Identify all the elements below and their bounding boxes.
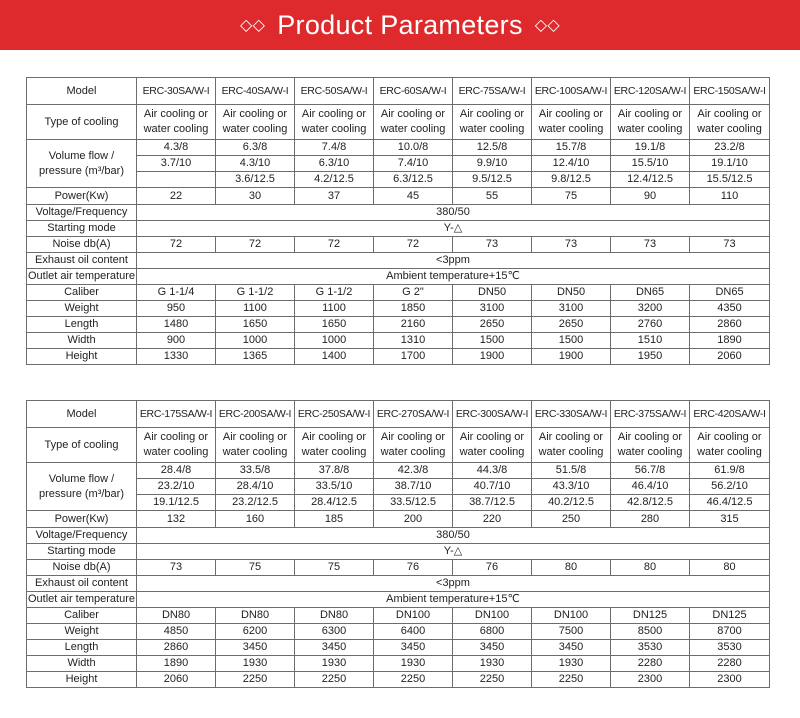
cooling-type-value: Air cooling or water cooling xyxy=(374,428,453,463)
volume-flow-value: 28.4/12.5 xyxy=(295,495,374,511)
weight-value: 950 xyxy=(137,301,216,317)
width-value: 1890 xyxy=(690,333,770,349)
weight-value: 6400 xyxy=(374,624,453,640)
volume-flow-value: 37.8/8 xyxy=(295,463,374,479)
model-name: ERC-50SA/W-I xyxy=(295,78,374,105)
volume-flow-value: 9.8/12.5 xyxy=(532,172,611,188)
volume-flow-value: 15.5/12.5 xyxy=(690,172,770,188)
model-name: ERC-175SA/W-I xyxy=(137,401,216,428)
noise-value: 75 xyxy=(295,560,374,576)
model-name: ERC-330SA/W-I xyxy=(532,401,611,428)
volume-flow-value: 4.3/8 xyxy=(137,140,216,156)
noise-value: 80 xyxy=(611,560,690,576)
cooling-type-value: Air cooling or water cooling xyxy=(690,428,770,463)
volume-flow-row xyxy=(27,479,770,495)
noise-label: Noise db(A) xyxy=(27,560,137,576)
voltage-value: 380/50 xyxy=(137,528,770,544)
starting-mode-label: Starting mode xyxy=(27,544,137,560)
cooling-type-value: Air cooling or water cooling xyxy=(216,105,295,140)
power-value: 75 xyxy=(532,188,611,205)
width-value: 1930 xyxy=(216,656,295,672)
diamond-ornament-icon: ◇◇ xyxy=(534,17,560,34)
width-row xyxy=(27,333,770,349)
cooling-type-value: Air cooling or water cooling xyxy=(611,428,690,463)
outlet-temperature-value: Ambient temperature+15℃ xyxy=(137,269,770,285)
spec-table-2 xyxy=(26,400,770,688)
volume-flow-value: 33.5/8 xyxy=(216,463,295,479)
caliber-value: DN80 xyxy=(295,608,374,624)
caliber-label: Caliber xyxy=(27,285,137,301)
caliber-value: DN100 xyxy=(374,608,453,624)
voltage-label: Voltage/Frequency xyxy=(27,205,137,221)
weight-value: 6800 xyxy=(453,624,532,640)
length-value: 3450 xyxy=(453,640,532,656)
volume-flow-value: 3.6/12.5 xyxy=(216,172,295,188)
cooling-type-value: Air cooling or water cooling xyxy=(690,105,770,140)
volume-flow-value: 9.5/12.5 xyxy=(453,172,532,188)
length-row xyxy=(27,317,770,333)
volume-flow-value: 10.0/8 xyxy=(374,140,453,156)
height-row xyxy=(27,349,770,365)
caliber-value: DN50 xyxy=(532,285,611,301)
volume-flow-value: 56.7/8 xyxy=(611,463,690,479)
model-name: ERC-60SA/W-I xyxy=(374,78,453,105)
outlet-temperature-value: Ambient temperature+15℃ xyxy=(137,592,770,608)
cooling-type-value: Air cooling or water cooling xyxy=(295,105,374,140)
length-label: Length xyxy=(27,640,137,656)
length-value: 1480 xyxy=(137,317,216,333)
volume-flow-row xyxy=(27,156,770,172)
cooling-type-row xyxy=(27,428,770,463)
weight-value: 3200 xyxy=(611,301,690,317)
power-value: 110 xyxy=(690,188,770,205)
caliber-value: G 1-1/2 xyxy=(216,285,295,301)
noise-value: 72 xyxy=(137,237,216,253)
caliber-value: G 1-1/2 xyxy=(295,285,374,301)
power-value: 45 xyxy=(374,188,453,205)
width-value: 1930 xyxy=(453,656,532,672)
cooling-type-value: Air cooling or water cooling xyxy=(453,428,532,463)
caliber-value: DN65 xyxy=(690,285,770,301)
cooling-type-value: Air cooling or water cooling xyxy=(453,105,532,140)
starting-mode-value: Y-△ xyxy=(137,221,770,237)
power-row xyxy=(27,511,770,528)
page-title: Product Parameters xyxy=(277,9,523,40)
volume-flow-value: 19.1/10 xyxy=(690,156,770,172)
model-name: ERC-200SA/W-I xyxy=(216,401,295,428)
power-label: Power(Kw) xyxy=(27,511,137,528)
weight-value: 4350 xyxy=(690,301,770,317)
power-value: 250 xyxy=(532,511,611,528)
length-value: 1650 xyxy=(295,317,374,333)
model-row xyxy=(27,78,770,105)
volume-flow-row xyxy=(27,140,770,156)
volume-flow-value: 42.8/12.5 xyxy=(611,495,690,511)
width-label: Width xyxy=(27,656,137,672)
weight-value: 8500 xyxy=(611,624,690,640)
cooling-type-label: Type of cooling xyxy=(27,105,137,140)
voltage-row xyxy=(27,205,770,221)
length-value: 2860 xyxy=(137,640,216,656)
noise-value: 73 xyxy=(690,237,770,253)
length-value: 1650 xyxy=(216,317,295,333)
width-value: 1000 xyxy=(295,333,374,349)
model-name: ERC-120SA/W-I xyxy=(611,78,690,105)
noise-value: 72 xyxy=(374,237,453,253)
power-value: 22 xyxy=(137,188,216,205)
length-value: 2650 xyxy=(532,317,611,333)
weight-row xyxy=(27,301,770,317)
weight-value: 1100 xyxy=(216,301,295,317)
outlet-temperature-row xyxy=(27,592,770,608)
volume-flow-value: 38.7/10 xyxy=(374,479,453,495)
volume-flow-value: 12.5/8 xyxy=(453,140,532,156)
weight-value: 8700 xyxy=(690,624,770,640)
power-value: 220 xyxy=(453,511,532,528)
power-value: 37 xyxy=(295,188,374,205)
noise-value: 76 xyxy=(374,560,453,576)
width-value: 1500 xyxy=(532,333,611,349)
length-row xyxy=(27,640,770,656)
model-name: ERC-270SA/W-I xyxy=(374,401,453,428)
volume-flow-value: 6.3/12.5 xyxy=(374,172,453,188)
width-value: 1310 xyxy=(374,333,453,349)
weight-value: 1850 xyxy=(374,301,453,317)
outlet-temperature-row xyxy=(27,269,770,285)
noise-value: 73 xyxy=(611,237,690,253)
outlet-temperature-label: Outlet air temperature xyxy=(27,269,137,285)
power-value: 90 xyxy=(611,188,690,205)
caliber-value: DN125 xyxy=(690,608,770,624)
model-row xyxy=(27,401,770,428)
power-value: 315 xyxy=(690,511,770,528)
exhaust-oil-row xyxy=(27,576,770,592)
volume-flow-value: 6.3/10 xyxy=(295,156,374,172)
model-name: ERC-40SA/W-I xyxy=(216,78,295,105)
caliber-value: DN65 xyxy=(611,285,690,301)
cooling-type-label: Type of cooling xyxy=(27,428,137,463)
weight-row xyxy=(27,624,770,640)
volume-flow-value: 28.4/10 xyxy=(216,479,295,495)
volume-flow-value: 40.2/12.5 xyxy=(532,495,611,511)
power-value: 30 xyxy=(216,188,295,205)
voltage-label: Voltage/Frequency xyxy=(27,528,137,544)
noise-row xyxy=(27,560,770,576)
length-value: 2650 xyxy=(453,317,532,333)
width-label: Width xyxy=(27,333,137,349)
weight-value: 1100 xyxy=(295,301,374,317)
length-value: 3530 xyxy=(690,640,770,656)
weight-label: Weight xyxy=(27,301,137,317)
caliber-row xyxy=(27,608,770,624)
noise-value: 80 xyxy=(690,560,770,576)
volume-flow-row xyxy=(27,463,770,479)
height-value: 2250 xyxy=(295,672,374,688)
exhaust-oil-label: Exhaust oil content xyxy=(27,576,137,592)
volume-flow-value: 61.9/8 xyxy=(690,463,770,479)
cooling-type-value: Air cooling or water cooling xyxy=(216,428,295,463)
model-name: ERC-300SA/W-I xyxy=(453,401,532,428)
height-value: 1950 xyxy=(611,349,690,365)
volume-flow-value: 6.3/8 xyxy=(216,140,295,156)
caliber-label: Caliber xyxy=(27,608,137,624)
power-value: 280 xyxy=(611,511,690,528)
caliber-value: DN100 xyxy=(453,608,532,624)
height-value: 2060 xyxy=(137,672,216,688)
title-banner xyxy=(0,0,800,50)
diamond-ornament-icon: ◇◇ xyxy=(240,17,266,34)
cooling-type-value: Air cooling or water cooling xyxy=(532,428,611,463)
cooling-type-value: Air cooling or water cooling xyxy=(295,428,374,463)
starting-mode-row xyxy=(27,221,770,237)
weight-value: 3100 xyxy=(453,301,532,317)
width-value: 1930 xyxy=(532,656,611,672)
exhaust-oil-value: <3ppm xyxy=(137,253,770,269)
power-row xyxy=(27,188,770,205)
length-value: 3450 xyxy=(374,640,453,656)
height-value: 1900 xyxy=(453,349,532,365)
voltage-row xyxy=(27,528,770,544)
volume-flow-value: 23.2/12.5 xyxy=(216,495,295,511)
height-row xyxy=(27,672,770,688)
volume-flow-value: 3.7/10 xyxy=(137,156,216,172)
model-name: ERC-75SA/W-I xyxy=(453,78,532,105)
volume-flow-value: 56.2/10 xyxy=(690,479,770,495)
power-value: 160 xyxy=(216,511,295,528)
volume-flow-value: 42.3/8 xyxy=(374,463,453,479)
volume-flow-value: 23.2/10 xyxy=(137,479,216,495)
power-label: Power(Kw) xyxy=(27,188,137,205)
noise-value: 72 xyxy=(295,237,374,253)
volume-flow-value: 15.5/10 xyxy=(611,156,690,172)
noise-label: Noise db(A) xyxy=(27,237,137,253)
length-value: 3450 xyxy=(295,640,374,656)
volume-flow-label: Volume flow / pressure (m³/bar) xyxy=(27,140,137,188)
noise-value: 80 xyxy=(532,560,611,576)
weight-value: 3100 xyxy=(532,301,611,317)
caliber-value: DN80 xyxy=(216,608,295,624)
noise-row xyxy=(27,237,770,253)
noise-value: 73 xyxy=(137,560,216,576)
length-value: 2160 xyxy=(374,317,453,333)
model-name: ERC-420SA/W-I xyxy=(690,401,770,428)
starting-mode-label: Starting mode xyxy=(27,221,137,237)
volume-flow-value: 12.4/12.5 xyxy=(611,172,690,188)
width-value: 1890 xyxy=(137,656,216,672)
model-name: ERC-100SA/W-I xyxy=(532,78,611,105)
volume-flow-value: 51.5/8 xyxy=(532,463,611,479)
height-value: 2250 xyxy=(532,672,611,688)
model-name: ERC-375SA/W-I xyxy=(611,401,690,428)
weight-value: 6300 xyxy=(295,624,374,640)
volume-flow-value: 19.1/8 xyxy=(611,140,690,156)
volume-flow-row xyxy=(27,495,770,511)
height-value: 2250 xyxy=(453,672,532,688)
volume-flow-value: 7.4/10 xyxy=(374,156,453,172)
volume-flow-value: 46.4/12.5 xyxy=(690,495,770,511)
volume-flow-label: Volume flow / pressure (m³/bar) xyxy=(27,463,137,511)
height-value: 1400 xyxy=(295,349,374,365)
caliber-value: DN50 xyxy=(453,285,532,301)
height-value: 1700 xyxy=(374,349,453,365)
spec-table-1 xyxy=(26,77,770,365)
length-value: 3530 xyxy=(611,640,690,656)
power-value: 132 xyxy=(137,511,216,528)
volume-flow-value: 43.3/10 xyxy=(532,479,611,495)
power-value: 55 xyxy=(453,188,532,205)
noise-value: 75 xyxy=(216,560,295,576)
caliber-value: G 2" xyxy=(374,285,453,301)
width-value: 900 xyxy=(137,333,216,349)
power-value: 200 xyxy=(374,511,453,528)
width-value: 1000 xyxy=(216,333,295,349)
height-value: 2250 xyxy=(374,672,453,688)
model-name: ERC-250SA/W-I xyxy=(295,401,374,428)
length-value: 3450 xyxy=(532,640,611,656)
weight-label: Weight xyxy=(27,624,137,640)
width-value: 2280 xyxy=(690,656,770,672)
width-value: 1510 xyxy=(611,333,690,349)
length-label: Length xyxy=(27,317,137,333)
volume-flow-value xyxy=(137,172,216,188)
model-name: ERC-150SA/W-I xyxy=(690,78,770,105)
exhaust-oil-row xyxy=(27,253,770,269)
width-value: 1500 xyxy=(453,333,532,349)
length-value: 2760 xyxy=(611,317,690,333)
cooling-type-row xyxy=(27,105,770,140)
caliber-value: DN125 xyxy=(611,608,690,624)
cooling-type-value: Air cooling or water cooling xyxy=(137,428,216,463)
cooling-type-value: Air cooling or water cooling xyxy=(374,105,453,140)
volume-flow-value: 7.4/8 xyxy=(295,140,374,156)
starting-mode-row xyxy=(27,544,770,560)
volume-flow-value: 40.7/10 xyxy=(453,479,532,495)
volume-flow-value: 28.4/8 xyxy=(137,463,216,479)
volume-flow-value: 4.3/10 xyxy=(216,156,295,172)
model-label: Model xyxy=(27,78,137,105)
exhaust-oil-value: <3ppm xyxy=(137,576,770,592)
noise-value: 72 xyxy=(216,237,295,253)
volume-flow-value: 12.4/10 xyxy=(532,156,611,172)
cooling-type-value: Air cooling or water cooling xyxy=(532,105,611,140)
power-value: 185 xyxy=(295,511,374,528)
length-value: 3450 xyxy=(216,640,295,656)
height-value: 1900 xyxy=(532,349,611,365)
weight-value: 4850 xyxy=(137,624,216,640)
starting-mode-value: Y-△ xyxy=(137,544,770,560)
volume-flow-value: 9.9/10 xyxy=(453,156,532,172)
noise-value: 73 xyxy=(532,237,611,253)
caliber-value: DN80 xyxy=(137,608,216,624)
height-value: 2060 xyxy=(690,349,770,365)
width-row xyxy=(27,656,770,672)
volume-flow-value: 33.5/12.5 xyxy=(374,495,453,511)
caliber-value: DN100 xyxy=(532,608,611,624)
volume-flow-value: 46.4/10 xyxy=(611,479,690,495)
width-value: 1930 xyxy=(374,656,453,672)
width-value: 1930 xyxy=(295,656,374,672)
height-value: 1365 xyxy=(216,349,295,365)
length-value: 2860 xyxy=(690,317,770,333)
noise-value: 73 xyxy=(453,237,532,253)
height-label: Height xyxy=(27,349,137,365)
caliber-row xyxy=(27,285,770,301)
weight-value: 7500 xyxy=(532,624,611,640)
height-label: Height xyxy=(27,672,137,688)
weight-value: 6200 xyxy=(216,624,295,640)
volume-flow-value: 19.1/12.5 xyxy=(137,495,216,511)
cooling-type-value: Air cooling or water cooling xyxy=(611,105,690,140)
caliber-value: G 1-1/4 xyxy=(137,285,216,301)
height-value: 2300 xyxy=(690,672,770,688)
noise-value: 76 xyxy=(453,560,532,576)
outlet-temperature-label: Outlet air temperature xyxy=(27,592,137,608)
volume-flow-value: 38.7/12.5 xyxy=(453,495,532,511)
volume-flow-value: 15.7/8 xyxy=(532,140,611,156)
height-value: 2250 xyxy=(216,672,295,688)
width-value: 2280 xyxy=(611,656,690,672)
height-value: 1330 xyxy=(137,349,216,365)
exhaust-oil-label: Exhaust oil content xyxy=(27,253,137,269)
volume-flow-value: 44.3/8 xyxy=(453,463,532,479)
model-label: Model xyxy=(27,401,137,428)
volume-flow-value: 33.5/10 xyxy=(295,479,374,495)
voltage-value: 380/50 xyxy=(137,205,770,221)
volume-flow-value: 4.2/12.5 xyxy=(295,172,374,188)
model-name: ERC-30SA/W-I xyxy=(137,78,216,105)
height-value: 2300 xyxy=(611,672,690,688)
volume-flow-value: 23.2/8 xyxy=(690,140,770,156)
cooling-type-value: Air cooling or water cooling xyxy=(137,105,216,140)
volume-flow-row xyxy=(27,172,770,188)
